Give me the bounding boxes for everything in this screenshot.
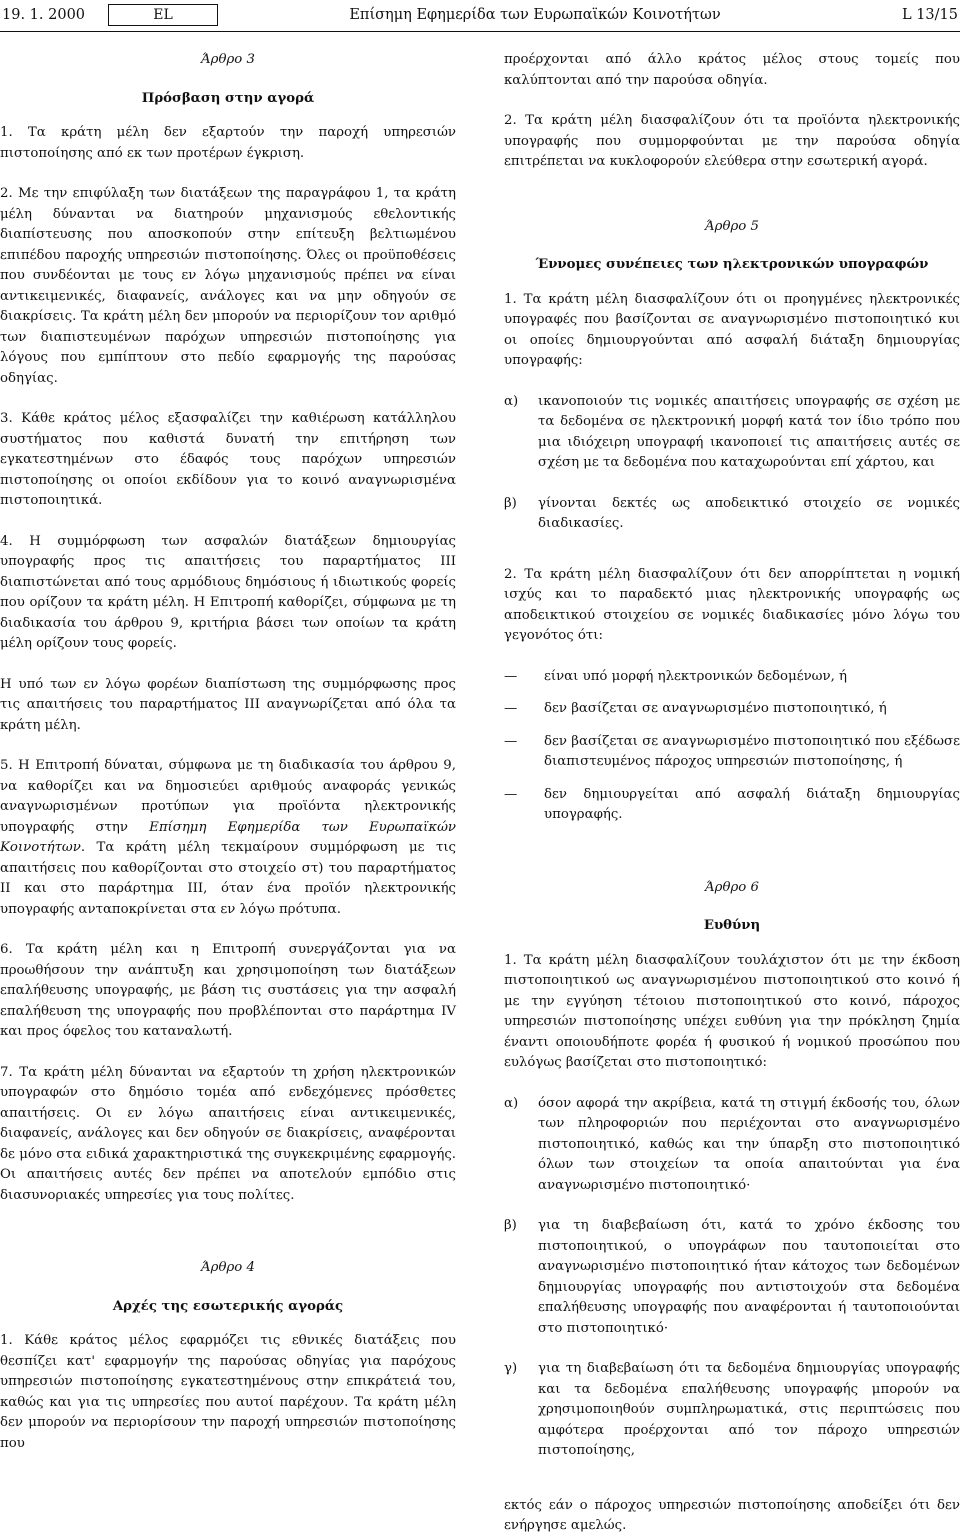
dash-text: είναι υπό μορφή ηλεκτρονικών δεδομένων, ή (544, 668, 848, 684)
paragraph-5-text-a: 5. Η Επιτροπή δύναται, σύμφωνα με τη διαδικασία του άρθρου 9, να καθορίζει και να δημοσιεύει αριθμούς αναφοράς γενικώς αναγνωρισμένων προτύπων για προϊόντα ηλεκτρονικής υπογραφής στην (0, 758, 456, 835)
item-marker: α) (504, 1095, 519, 1111)
item-text: όσον αφορά την ακρίβεια, κατά τη στιγμή έκδοσής του, όλων των πληροφοριών που περιέχονται στο αναγνωρισμένο πιστοποιητικό, καθώς και την ύπαρξη στο πιστοποιητικό όλων των στοιχείων τα οποία απαιτούνται για ένα αναγνωρισμένο πιστοποιητικό· (538, 1095, 960, 1193)
article-3-paragraph-1: 1. Τα κράτη μέλη δεν εξαρτούν την παροχή υπηρεσιών πιστοποίησης από εκ των προτέρων έγκριση. (0, 125, 456, 161)
item-marker: β) (504, 495, 517, 511)
article-4-title: Αρχές της εσωτερικής αγοράς (112, 1298, 344, 1314)
article-6-item-b (504, 1216, 960, 1339)
article-4-paragraph-1: 1. Κάθε κράτος μέλος εφαρμόζει τις εθνικές διατάξεις που θεσπίζει κατ' εφαρμογήν της παρούσας οδηγίας για παρόχους υπηρεσιών πιστοποίησης εγκατεστημένους στην επικράτειά του, καθώς και για τις υπηρεσίες που αυτοί παρέχουν. Τα κράτη μέλη δεν μπορούν να περιορίσουν την παροχή υπηρεσιών πιστοποίησης που (0, 1333, 456, 1451)
article-3-paragraph-7: 7. Τα κράτη μέλη δύνανται να εξαρτούν τη χρήση ηλεκτρονικών υπογραφών στο δημόσιο τομέα από ενδεχόμενες πρόσθετες απαιτήσεις. Οι εν λόγω απαιτήσεις είναι αντικειμενικές, διαφανείς, ανάλογες και δεν οδηγούν σε διακρίσεις, αναφέρονται δε μόνο στα ειδικά χαρακτηριστικά της συγκεκριμένης εφαρμογής. Οι απαιτήσεις αυτές δεν πρέπει να αποτελούν εμπόδιο στις διασυνοριακές υπηρεσίες για τους πολίτες. (0, 1064, 456, 1203)
publication-date: 19. 1. 2000 (2, 7, 86, 23)
article-6-title: Ευθύνη (703, 918, 761, 933)
dash-text: δεν βασίζεται σε αναγνωρισμένο πιστοποιητικό που εξέδωσε διαπιστευμένος πάροχος υπηρεσιών πιστοποίησης, ή (544, 733, 960, 769)
article-6-closing: εκτός εάν ο πάροχος υπηρεσιών πιστοποίησης αποδείξει ότι δεν ενήργησε αμελώς. (504, 1497, 960, 1533)
article-4-number: Άρθρο 4 (201, 1260, 255, 1275)
dash-text: δεν δημιουργείται από ασφαλή διάταξη δημιουργίας υπογραφής. (544, 786, 960, 822)
article-5-dash-3 (504, 732, 960, 773)
article-4-paragraph-1-cont: προέρχονται από άλλο κράτος μέλος στους τομείς που καλύπτονται από την παρούσα οδηγία. (504, 52, 960, 88)
item-marker: γ) (504, 1361, 518, 1376)
item-text: για τη διαβεβαίωση ότι, κατά το χρόνο έκδοσης του πιστοποιητικού, ο υπογράφων που ταυτοποιείται στο αναγνωρισμένο πιστοποιητικό ήταν κάτοχος των δεδομένων δημιουργίας υπογραφής που αντιστοιχούν στα δεδομένα επαλήθευσης υπογραφής που αναφέρονται ή ταυτοποιούνται στο πιστοποιητικό· (538, 1218, 960, 1336)
article-5-dash-4 (504, 785, 960, 826)
article-3-number: Άρθρο 3 (201, 52, 255, 67)
item-marker: α) (504, 393, 519, 409)
article-6-paragraph-1: 1. Τα κράτη μέλη διασφαλίζουν τουλάχιστον ότι με την έκδοση πιστοποιητικού ως αναγνωρισμένου πιστοποιητικού στο κοινό ή με την εγγύηση τέτοιου πιστοποιητικού στο κοινό, πάροχος υπηρεσιών πιστοποίησης υπέχει ευθύνη για την πρόκληση ζημία έναντι οποιουδήποτε φορέα ή φυσικού ή νομικού προσώπου που ευλόγως βασίζεται στο πιστοποιητικό: (504, 952, 960, 1070)
article-3-paragraph-4-cont: Η υπό των εν λόγω φορέων διαπίστωση της συμμόρφωσης προς τις απαιτήσεις του παραρτήματος III αναγνωρίζεται από όλα τα κράτη μέλη. (0, 676, 456, 733)
article-3-paragraph-6: 6. Τα κράτη μέλη και η Επιτροπή συνεργάζονται για να προωθήσουν την ανάπτυξη και χρησιμοποίηση των διατάξεων επαλήθευσης υπογραφής, με βάση τις συστάσεις για την ασφαλή επαλήθευση της υπογραφής που προβλέπονται στο παράρτημα IV και προς όφελος του καταναλωτή. (0, 942, 456, 1039)
article-3-paragraph-3: 3. Κάθε κράτος μέλος εξασφαλίζει την καθιέρωση κατάλληλου συστήματος που καθιστά δυνατή την επιτήρηση των εγκατεστημένων στο έδαφός τους παρόχων υπηρεσιών πιστοποίησης οι οποίοι εκδίδουν για το κοινό αναγνωρισμένα πιστοποιητικά. (0, 411, 456, 508)
article-6-item-c (504, 1359, 960, 1462)
dash-marker: — (504, 733, 518, 749)
article-3-title: Πρόσβαση στην αγορά (141, 90, 315, 106)
article-3-paragraph-4: 4. Η συμμόρφωση των ασφαλών διατάξεων δημιουργίας υπογραφής προς τις απαιτήσεις του παραρτήματος III διαπιστώνεται από τους αρμόδιους δημόσιους ή ιδιωτικούς φορείς που ορίζουν τα κράτη μέλη. Η Επιτροπή καθορίζει, σύμφωνα με τη διαδικασία του άρθρου 9, κριτήρια βάσει των οποίων τα κράτη μέλη ορίζουν τους φορείς. (0, 533, 456, 651)
article-5-dash-1 (504, 667, 960, 688)
header-rule (0, 31, 960, 32)
article-5-dash-2 (504, 699, 960, 720)
right-column (504, 38, 960, 1537)
article-5-paragraph-2: 2. Τα κράτη μέλη διασφαλίζουν ότι δεν απορρίπτεται η νομική ισχύς και το παραδεκτό μιας ηλεκτρονικής υπογραφής ως αποδεικτικού στοιχείου σε νομικές διαδικασίες μόνο λόγω του γεγονότος ότι: (504, 566, 960, 643)
dash-marker: — (504, 786, 518, 802)
item-text: για τη διαβεβαίωση ότι τα δεδομένα δημιουργίας υπογραφής και τα δεδομένα επαλήθευσης υπογραφής μπορούν να χρησιμοποιηθούν συμπληρωματικά, στις περιπτώσεις που αμφότερα προέρχονται από τον πάροχο υπηρεσιών πιστοποίησης, (538, 1361, 960, 1458)
item-text: ικανοποιούν τις νομικές απαιτήσεις υπογραφής σε σχέση με τα δεδομένα σε ηλεκτρονική μορφή κατά τον ίδιο τρόπο που μια ιδιόχειρη υπογραφή ικανοποιεί τις απαιτήσεις αυτές σε σχέση με τα δεδομένα που καταχωρούνται επί χάρτου, και (538, 393, 960, 470)
left-column (0, 38, 456, 1454)
language-code-box: EL (108, 4, 218, 26)
article-6-item-a (504, 1094, 960, 1197)
article-6-number: Άρθρο 6 (705, 879, 759, 895)
item-text: γίνονται δεκτές ως αποδεικτικό στοιχείο σε νομικές διαδικασίες. (538, 495, 960, 531)
page-header (0, 0, 960, 30)
article-5-item-a (504, 392, 960, 474)
article-5-paragraph-1: 1. Τα κράτη μέλη διασφαλίζουν ότι οι προηγμένες ηλεκτρονικές υπογραφές που βασίζονται σε αναγνωρισμένο πιστοποιητικό κυι οι οποίες δημιουργούνται από ασφαλή διάταξη δημιουργίας υπογραφής: (504, 291, 960, 368)
journal-title: Επίσημη Εφημερίδα των Ευρωπαϊκών Κοινοτήτων (349, 7, 721, 23)
article-5-number: Άρθρο 5 (705, 218, 759, 234)
article-5-item-b (504, 494, 960, 535)
dash-marker: — (504, 668, 518, 684)
article-5-title: Έννομες συνέπειες των ηλεκτρονικών υπογραφών (535, 257, 929, 272)
article-4-paragraph-2: 2. Τα κράτη μέλη διασφαλίζουν ότι τα προϊόντα ηλεκτρονικής υπογραφής που συμμορφούνται με την παρούσα οδηγία επιτρέπεται να κυκλοφορούν ελεύθερα στην εσωτερική αγορά. (504, 113, 960, 169)
dash-text: δεν βασίζεται σε αναγνωρισμένο πιστοποιητικό, ή (544, 701, 887, 716)
journal-reference: Επίσημη Εφημερίδα των Ευρωπαϊκών Κοινοτήτων (0, 819, 456, 855)
article-3-paragraph-2: 2. Με την επιφύλαξη των διατάξεων της παραγράφου 1, τα κράτη μέλη δύνανται να διατηρούν μηχανισμούς εθελοντικής διαπίστευσης που αποσκοπούν στην επίτευξη βελτιωμένου επιπέδου παροχής υπηρεσιών πιστοποίησης. Όλες οι προϋποθέσεις που συνδέονται με τους εν λόγω μηχανισμούς πρέπει να είναι αντικειμενικές, διαφανείς, ανάλογες και να μην οδηγούν σε διακρίσεις. Τα κράτη μέλη δεν μπορούν να περιορίζουν τον αριθμό των διαπιστευμένων παρόχων υπηρεσιών πιστοποίησης για λόγους που εμπίπτουν στο πεδίο εφαρμογής της παρούσας οδηγίας. (0, 186, 456, 386)
paragraph-5-text-b: . Τα κράτη μέλη τεκμαίρουν συμμόρφωση με τις απαιτήσεις που καθορίζονται στο στοιχείο στ) του παραρτήματος II και στο παράρτημα III, όταν ένα προϊόν ηλεκτρονικής υπογραφής ανταποκρίνεται στα εν λόγω πρότυπα. (0, 840, 456, 917)
page-reference: L 13/15 (901, 7, 958, 23)
dash-marker: — (504, 701, 518, 716)
article-3-paragraph-5 (0, 756, 456, 920)
item-marker: β) (504, 1218, 517, 1233)
